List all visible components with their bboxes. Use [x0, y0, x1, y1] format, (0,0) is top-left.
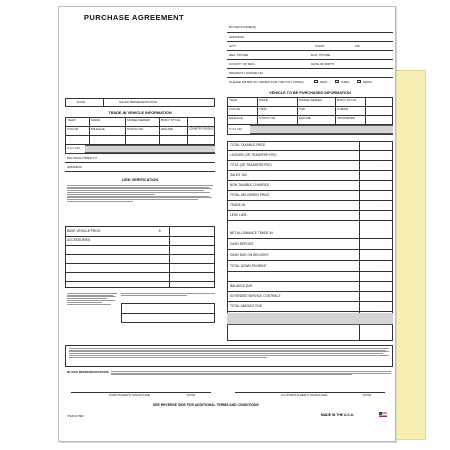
summary-row-label: TOTAL TAXABLE PRICE: [230, 143, 266, 147]
us-flag-icon: [379, 412, 387, 417]
summary-row-label: TRADE-IN: [230, 203, 246, 207]
tradein-make-label: MAKE: [91, 118, 100, 122]
vehicle-model-label: MODEL/SERIES: [299, 98, 323, 102]
tradein-vin-label: V.I.N. NO.: [67, 146, 81, 150]
lien-verification-text: [67, 184, 213, 222]
vehicle-heading: VEHICLE TO BE PURCHASED INFORMATION: [269, 91, 351, 95]
tradein-model-label: MODEL/SERIES: [127, 118, 151, 122]
copurchaser-signature-label: CO-PURCHASER'S SIGNATURE: [281, 393, 328, 397]
county-label: COUNTY OF RES.: [229, 62, 256, 66]
vehicle-body-label: BODY STYLE: [337, 98, 357, 102]
vehicle-top-label: TOP: [299, 107, 306, 111]
order-prompt: PLEASE ENTER MY ORDER FOR THE FOLLOWING:: [229, 80, 305, 84]
base-price-label: BASE VEHICLE PRICE: [67, 229, 101, 233]
dob-label: DATE OF BIRTH: [311, 62, 335, 66]
vehicle-trim-label: TRIM: [259, 107, 267, 111]
summary-row-label: TITLE (OR TRANSFER FEE): [230, 163, 272, 167]
summary-row-label: NON-TAXABLE CHARGES: [230, 183, 269, 187]
vin-shaded-field: [250, 125, 393, 134]
used-label: USED: [341, 80, 350, 84]
form-title: PURCHASE AGREEMENT: [83, 13, 185, 22]
summary-row-label: LESS LIEN -: [230, 213, 249, 217]
date-label: DATE: [77, 100, 86, 104]
summary-row-label: CASH DUE ON DELIVERY: [230, 253, 269, 257]
buyer-name-label: BUYER'S NAME(S): [229, 25, 257, 29]
city-label: CITY: [229, 44, 237, 48]
demo-checkbox[interactable]: [357, 80, 361, 83]
res-phone-label: RES. PHONE: [229, 53, 249, 57]
summary-row-label: CASH DEPOSIT: [230, 242, 254, 246]
disclaimer-text: [67, 292, 117, 322]
buyer-representations-text: [111, 370, 391, 382]
buyer-representations-label: BUYER REPRESENTATIONS: [67, 370, 109, 374]
purchase-agreement-form: [58, 6, 396, 442]
acceptance-note: [121, 292, 215, 300]
summary-row-label: NET ALLOWANCE TRADE-IN: [230, 231, 273, 235]
base-price-dollar: $: [159, 229, 161, 233]
state-label: STATE: [315, 44, 325, 48]
summary-row-label: SALES TAX: [230, 173, 248, 177]
used-checkbox[interactable]: [335, 80, 339, 83]
copurchaser-date-label: DATE: [363, 393, 372, 397]
tradein-heading: TRADE-IN VEHICLE INFORMATION: [108, 111, 172, 115]
summary-row-label: TOTAL DOWN PAYMENT: [230, 264, 267, 268]
purchaser-date-label: DATE: [187, 393, 196, 397]
vehicle-stripe-label: STRIPE: [337, 107, 349, 111]
summary-row-label: TOTAL DELIVERED PRICE: [230, 193, 270, 197]
demo-label: DEMO: [363, 80, 373, 84]
tradein-stock-label: STOCK NO.: [127, 127, 144, 131]
tradein-mileage-label: MILEAGE: [91, 127, 105, 131]
new-label: NEW: [320, 80, 328, 84]
sales-rep-label: SALES REPRESENTATIVE: [119, 100, 158, 104]
lien-heading: LIEN VERIFICATION: [121, 178, 159, 182]
vehicle-vin-label: V.I.N. NO.: [229, 127, 243, 131]
summary-row-label: TOTAL AMOUNT DUE: [230, 304, 262, 308]
summary-row-label: EXTENDED SERVICE CONTRACT: [230, 294, 281, 298]
item-number: ITEM #7382: [67, 414, 84, 418]
vehicle-color-label: COLOR: [229, 107, 241, 111]
reverse-side-note: SEE REVERSE SIDE FOR ADDITIONAL TERMS AND CONDITIONS: [153, 403, 259, 407]
bus-phone-label: BUS. PHONE: [311, 53, 331, 57]
made-in-usa: MADE IN THE U.S.A.: [321, 413, 354, 417]
summary-row-label: LICENSE (OR TRANSFER FEE): [230, 153, 277, 157]
tradein-engine-label: ENGINE: [161, 127, 173, 131]
vehicle-year-label: YEAR: [229, 98, 238, 102]
vehicle-make-label: MAKE: [259, 98, 268, 102]
address-label: ADDRESS: [229, 35, 244, 39]
tradein-odometer-label: ODOMETER READING: [189, 127, 214, 131]
summary-row-label: BALANCE DUE: [230, 284, 253, 288]
tradein-vin-shaded: [85, 145, 215, 153]
new-checkbox[interactable]: [314, 80, 318, 83]
vehicle-engine-label: ENGINE: [299, 116, 311, 120]
tradein-body-label: BODY STYLE: [161, 118, 181, 122]
terms-text: [69, 347, 389, 365]
tradein-year-label: YEAR: [67, 118, 76, 122]
balance-owed-label: BALANCE OWED TO: [67, 156, 97, 160]
vehicle-mileage-label: MILEAGE: [229, 116, 243, 120]
summary-shaded-band: [227, 313, 393, 325]
lien-address-label: ADDRESS: [67, 165, 82, 169]
vehicle-odometer-label: ODOMETER: [337, 116, 355, 120]
vehicle-stock-label: STOCK NO.: [259, 116, 276, 120]
accessories-label: ACCESSORIES: [67, 238, 91, 242]
purchaser-signature-label: PURCHASER'S SIGNATURE: [109, 393, 150, 397]
license-label: DRIVER'S LICENSE NO.: [229, 71, 264, 75]
tradein-color-label: COLOR: [67, 127, 79, 131]
zip-label: ZIP: [355, 44, 360, 48]
